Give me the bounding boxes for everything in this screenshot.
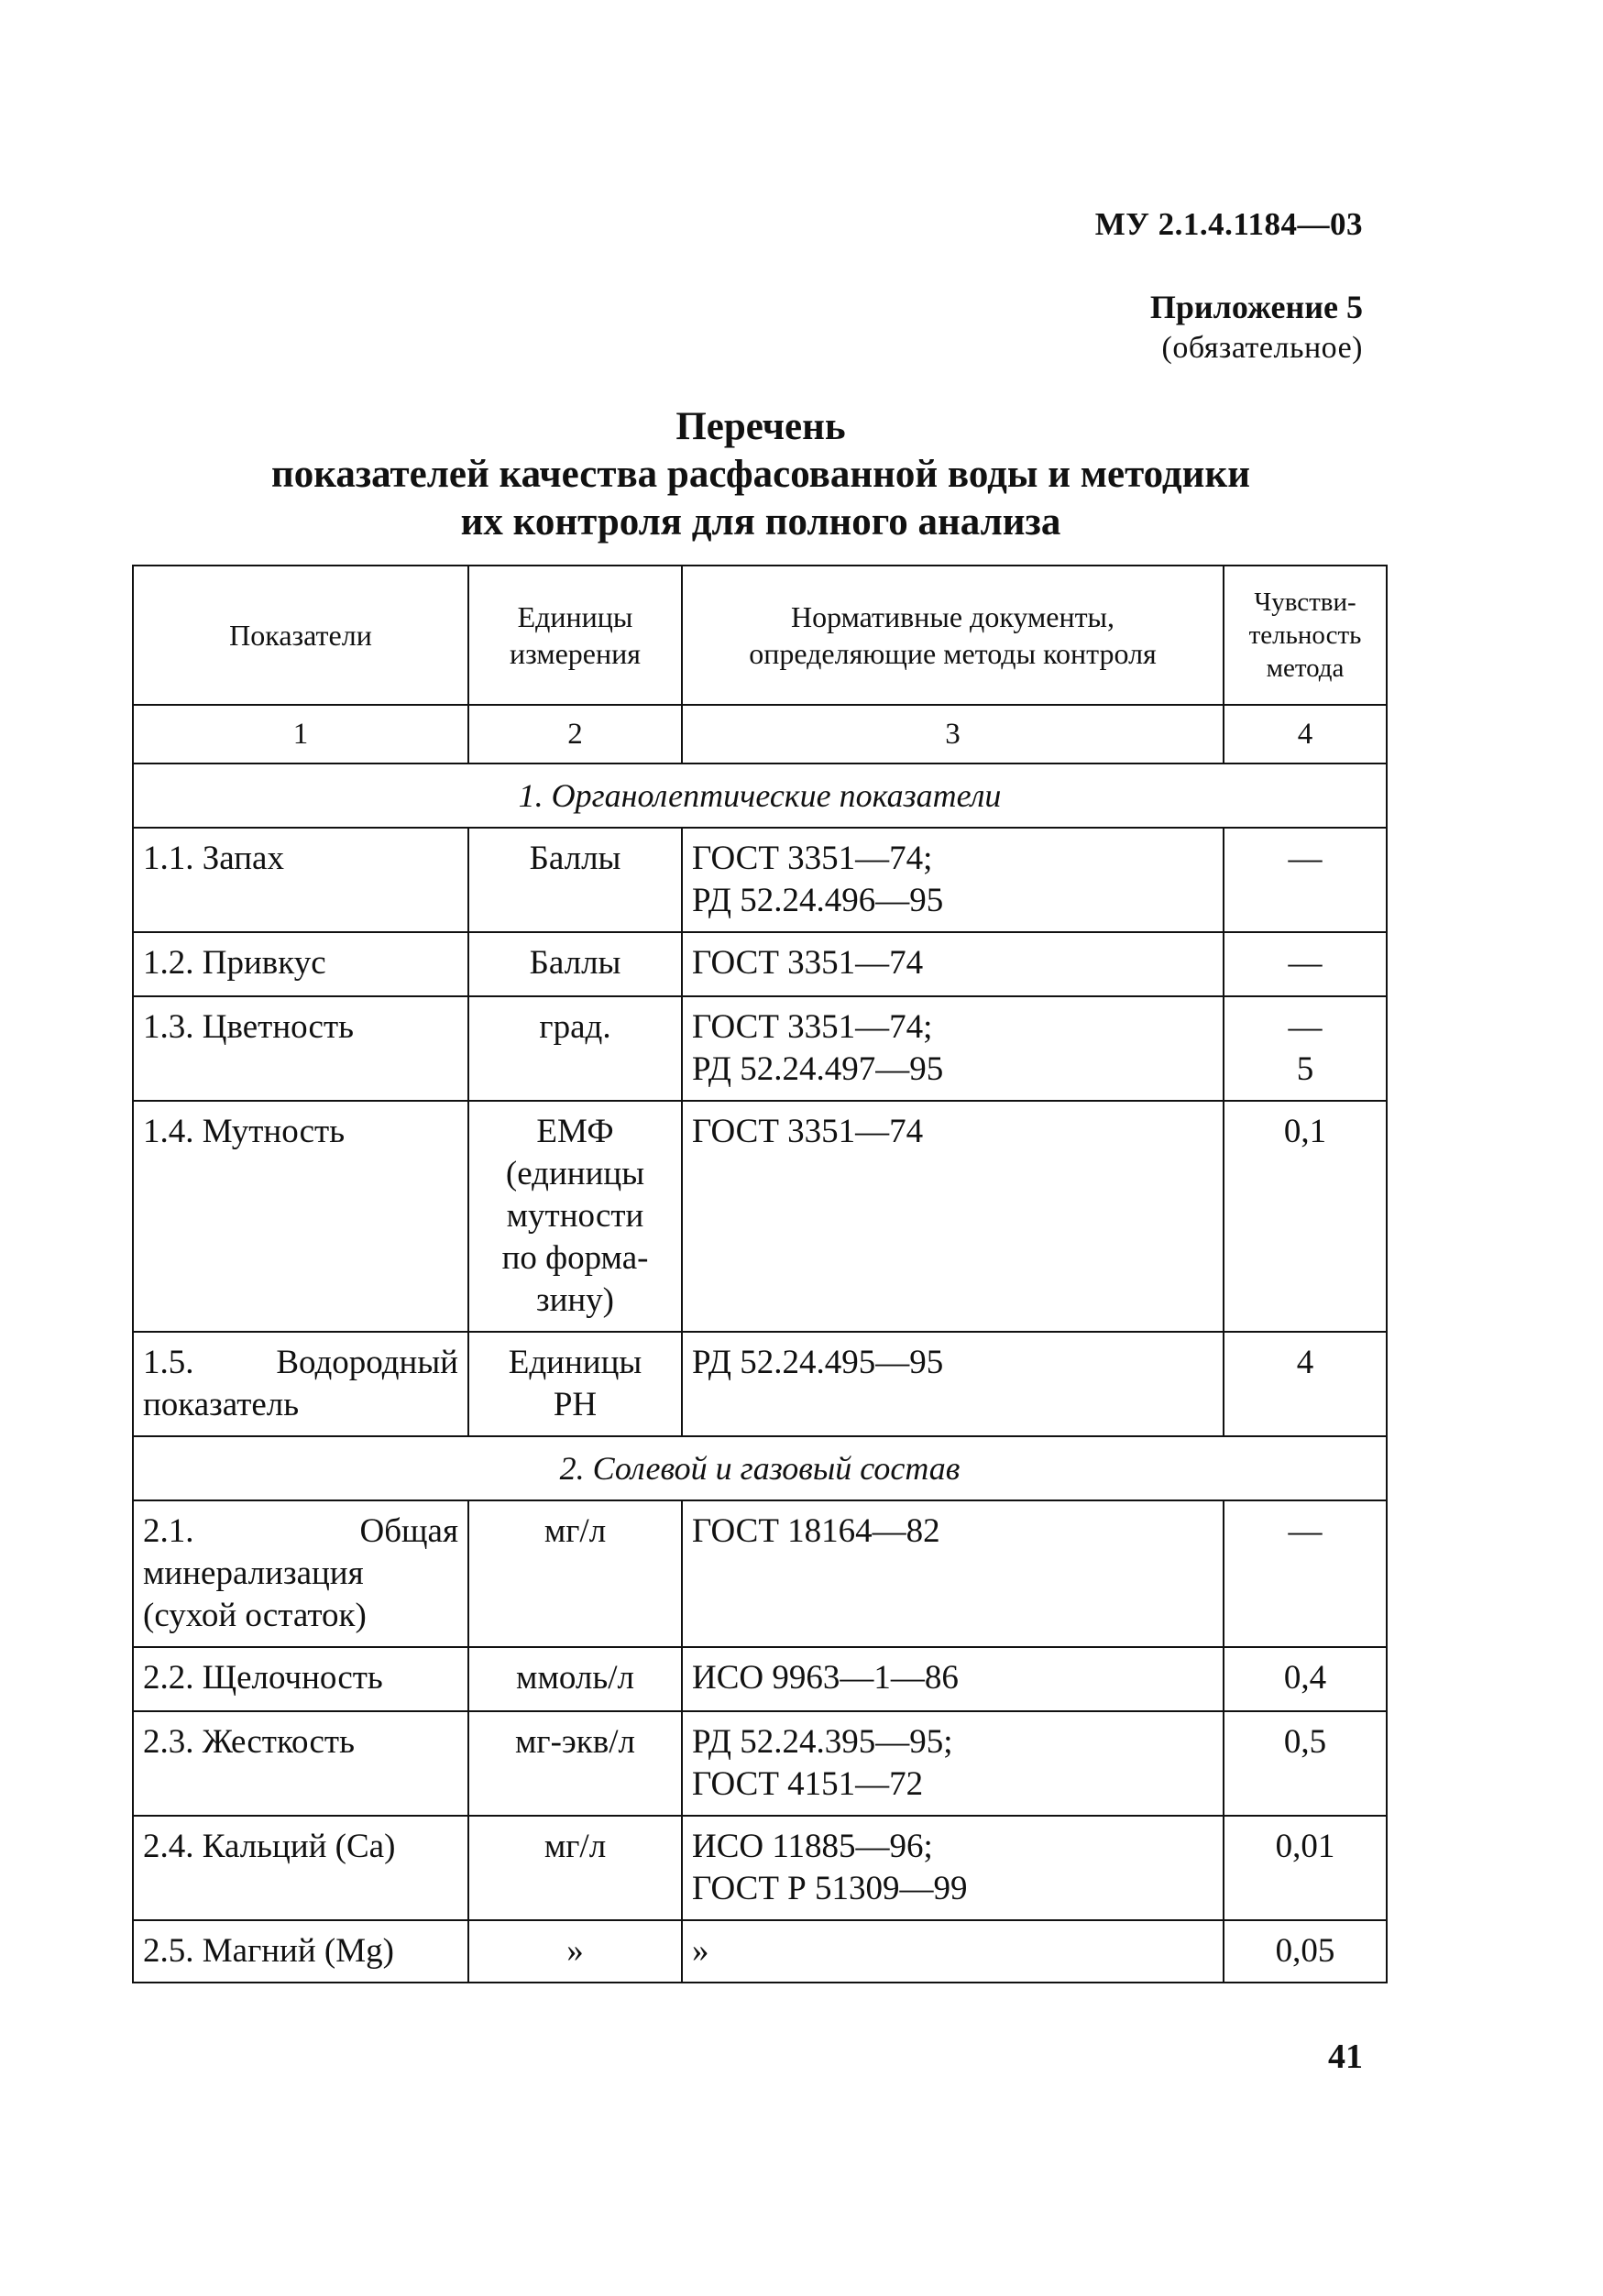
header-normative-docs: Нормативные документы, определяющие методы контроля [682, 566, 1224, 705]
section-title: 1. Органолептические показатели [133, 764, 1387, 828]
table-row [133, 1920, 1387, 1983]
table-row [133, 1711, 1387, 1816]
unit-cell: град. [468, 996, 682, 1101]
section-title: 2. Солевой и газовый состав [133, 1436, 1387, 1500]
indicator-name-cell: 2.2. Щелочность [133, 1647, 468, 1711]
unit-cell: Баллы [468, 828, 682, 932]
normative-docs-cell: ГОСТ 18164—82 [682, 1500, 1224, 1647]
sensitivity-cell: 4 [1224, 1332, 1387, 1436]
sensitivity-cell: — [1224, 1500, 1387, 1647]
sensitivity-cell: 0,5 [1224, 1711, 1387, 1816]
table-row [133, 1101, 1387, 1332]
normative-docs-cell: ГОСТ 3351—74 [682, 932, 1224, 996]
sensitivity-cell: — 5 [1224, 996, 1387, 1101]
unit-cell: мг/л [468, 1500, 682, 1647]
indicator-name-cell: 2.1. Общая минерализация (сухой остаток) [133, 1500, 468, 1647]
section-header-row [133, 1436, 1387, 1500]
normative-docs-cell: ГОСТ 3351—74; РД 52.24.497—95 [682, 996, 1224, 1101]
sensitivity-cell: 0,4 [1224, 1647, 1387, 1711]
column-number: 4 [1224, 705, 1387, 764]
indicator-name-cell: 1.1. Запах [133, 828, 468, 932]
header-sensitivity: Чувстви- тельность метода [1224, 566, 1387, 705]
table-header-row [133, 566, 1387, 705]
sensitivity-cell: — [1224, 828, 1387, 932]
normative-docs-cell: ГОСТ 3351—74 [682, 1101, 1224, 1332]
table-row [133, 1500, 1387, 1647]
table-row [133, 1332, 1387, 1436]
indicator-name-cell: 2.4. Кальций (Са) [133, 1816, 468, 1920]
page-title [137, 403, 1384, 546]
page-number: 41 [1328, 2038, 1363, 2076]
normative-docs-cell: РД 52.24.495—95 [682, 1332, 1224, 1436]
table-row [133, 996, 1387, 1101]
sensitivity-cell: 0,01 [1224, 1816, 1387, 1920]
title-line-2: показателей качества расфасованной воды и методики [270, 453, 1250, 496]
table-row [133, 932, 1387, 996]
table-row [133, 1816, 1387, 1920]
normative-docs-cell: РД 52.24.395—95; ГОСТ 4151—72 [682, 1711, 1224, 1816]
column-number-row [133, 705, 1387, 764]
header-indicators: Показатели [133, 566, 468, 705]
title-line-1: Перечень [675, 405, 846, 448]
indicators-table [132, 565, 1388, 1983]
indicator-name-cell: 1.4. Мутность [133, 1101, 468, 1332]
unit-cell: мг/л [468, 1816, 682, 1920]
table-row [133, 828, 1387, 932]
indicator-name-cell: 1.5. Водородный показатель [133, 1332, 468, 1436]
sensitivity-cell: — [1224, 932, 1387, 996]
column-number: 2 [468, 705, 682, 764]
unit-cell: Единицы РН [468, 1332, 682, 1436]
indicator-name-cell: 1.3. Цветность [133, 996, 468, 1101]
normative-docs-cell: ИСО 11885—96; ГОСТ Р 51309—99 [682, 1816, 1224, 1920]
indicator-name-cell: 1.2. Привкус [133, 932, 468, 996]
unit-cell: ммоль/л [468, 1647, 682, 1711]
normative-docs-cell: ИСО 9963—1—86 [682, 1647, 1224, 1711]
appendix-note: (обязательное) [1161, 331, 1363, 365]
column-number: 1 [133, 705, 468, 764]
unit-cell: мг-экв/л [468, 1711, 682, 1816]
unit-cell: Баллы [468, 932, 682, 996]
sensitivity-cell: 0,1 [1224, 1101, 1387, 1332]
unit-cell: » [468, 1920, 682, 1983]
normative-docs-cell: » [682, 1920, 1224, 1983]
indicator-name-cell: 2.3. Жесткость [133, 1711, 468, 1816]
indicator-name-cell: 2.5. Магний (Mg) [133, 1920, 468, 1983]
section-header-row [133, 764, 1387, 828]
unit-cell: ЕМФ (единицы мутности по форма- зину) [468, 1101, 682, 1332]
header-units: Единицы измерения [468, 566, 682, 705]
title-line-3: их контроля для полного анализа [460, 500, 1061, 544]
table-row [133, 1647, 1387, 1711]
table-body [133, 705, 1387, 1983]
normative-docs-cell: ГОСТ 3351—74; РД 52.24.496—95 [682, 828, 1224, 932]
sensitivity-cell: 0,05 [1224, 1920, 1387, 1983]
column-number: 3 [682, 705, 1224, 764]
appendix-title: Приложение 5 [1149, 289, 1363, 325]
document-code: МУ 2.1.4.1184—03 [1094, 206, 1363, 242]
